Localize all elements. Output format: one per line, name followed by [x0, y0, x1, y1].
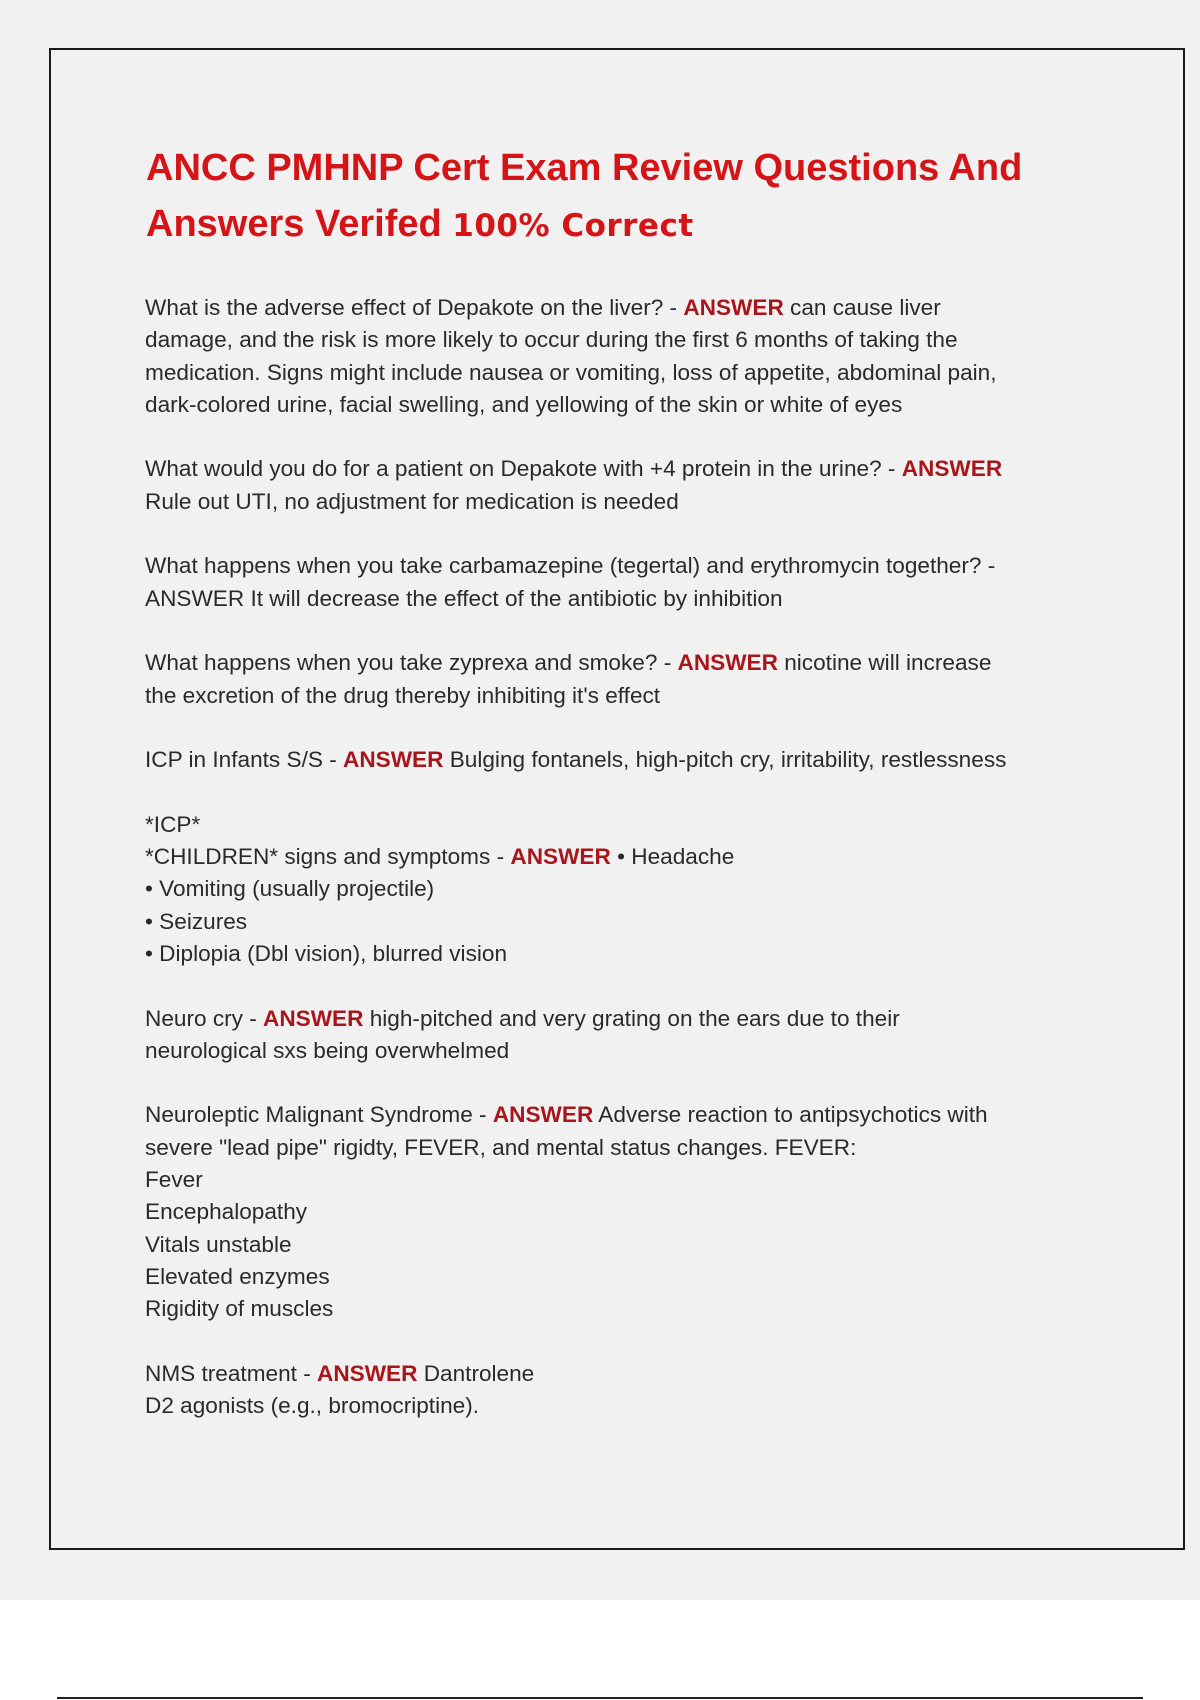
qa-line: [145, 1099, 1095, 1131]
question-text: *ICP*: [145, 811, 201, 837]
question-text: What is the adverse effect of Depakote on the liver? -: [145, 295, 684, 320]
answer-bullet: • Seizures: [145, 908, 248, 934]
question-text: What happens when you take carbamazepine (tegertal) and erythromycin together? -: [145, 553, 996, 579]
qa-item-icp-children: [145, 809, 1095, 970]
question-text: What happens when you take zyprexa and smoke? -: [145, 650, 678, 676]
qa-line: [145, 841, 1095, 873]
answer-text: Rigidity of muscles: [145, 1296, 334, 1322]
qa-line: [145, 647, 1095, 679]
answer-text: Dantrolene: [417, 1360, 535, 1386]
answer-label: ANSWER: [677, 650, 778, 676]
qa-item-nms-treatment: [145, 1358, 1095, 1423]
qa-line: [145, 453, 1095, 485]
qa-item-depakote-protein: [145, 453, 1095, 518]
answer-label: ANSWER: [343, 747, 444, 773]
question-text: *CHILDREN* signs and symptoms -: [145, 844, 511, 870]
qa-item-nms: [145, 1099, 1095, 1325]
answer-bullet: • Vomiting (usually projectile): [145, 876, 435, 902]
answer-text: damage, and the risk is more likely to occur during the first 6 months of taking the: [145, 327, 958, 353]
answer-text: medication. Signs might include nausea or vomiting, loss of appetite, abdominal pain,: [145, 359, 997, 385]
question-text: What would you do for a patient on Depakote with +4 protein in the urine? -: [145, 456, 902, 482]
answer-label: ANSWER: [901, 456, 1003, 482]
answer-text: Adverse reaction to antipsychotics with: [593, 1102, 988, 1128]
qa-line: [145, 292, 1095, 324]
answer-text: Rule out UTI, no adjustment for medication is needed: [145, 488, 679, 514]
qa-item-carbamazepine-erythromycin: [145, 550, 1095, 615]
answer-text: can cause liver: [783, 295, 941, 320]
answer-text: severe "lead pipe" rigidty, FEVER, and mental status changes. FEVER:: [145, 1134, 857, 1160]
answer-label: ANSWER: [263, 1005, 364, 1031]
answer-text: Vitals unstable: [145, 1231, 292, 1257]
answer-bullet: • Diplopia (Dbl vision), blurred vision: [145, 940, 508, 966]
answer-text: neurological sxs being overwhelmed: [145, 1037, 510, 1063]
question-text: Neuroleptic Malignant Syndrome -: [145, 1102, 493, 1128]
answer-text: high-pitched and very grating on the ears due to their: [363, 1005, 900, 1031]
answer-text: the excretion of the drug thereby inhibiting it's effect: [145, 682, 661, 708]
answer-text: Bulging fontanels, high-pitch cry, irritability, restlessness: [443, 747, 1007, 773]
answer-text: nicotine will increase: [777, 650, 992, 676]
answer-text: ANSWER It will decrease the effect of the antibiotic by inhibition: [145, 585, 783, 611]
qa-item-zyprexa-smoke: [145, 647, 1095, 712]
qa-item-neuro-cry: [145, 1003, 1095, 1068]
answer-text: • Headache: [610, 844, 735, 870]
answer-label: ANSWER: [317, 1360, 418, 1386]
document-title: [146, 140, 1126, 254]
qa-line: [145, 1358, 1095, 1390]
answer-text: D2 agonists (e.g., bromocriptine).: [145, 1393, 480, 1419]
question-text: ICP in Infants S/S -: [145, 747, 343, 773]
footer-divider: [57, 1697, 1143, 1699]
question-text: Neuro cry -: [145, 1005, 264, 1031]
qa-item-icp-infants: [145, 744, 1095, 776]
qa-item-depakote-liver: [145, 292, 1095, 421]
answer-text: Encephalopathy: [145, 1199, 308, 1225]
document-title-main: ANCC PMHNP Cert Exam Review Questions And Answers Verifed: [146, 147, 1023, 245]
qa-list: [145, 292, 1095, 1455]
answer-label: ANSWER: [683, 295, 784, 320]
answer-label: ANSWER: [492, 1102, 594, 1128]
answer-text: Elevated enzymes: [145, 1263, 330, 1289]
answer-text: dark-colored urine, facial swelling, and yellowing of the skin or white of eyes: [145, 391, 903, 417]
qa-line: [145, 1003, 1095, 1035]
question-text: NMS treatment -: [145, 1360, 318, 1386]
answer-label: ANSWER: [510, 844, 611, 870]
document-title-suffix: 100% Correct: [452, 208, 694, 244]
qa-line: [145, 744, 1095, 776]
answer-text: Fever: [145, 1167, 203, 1193]
